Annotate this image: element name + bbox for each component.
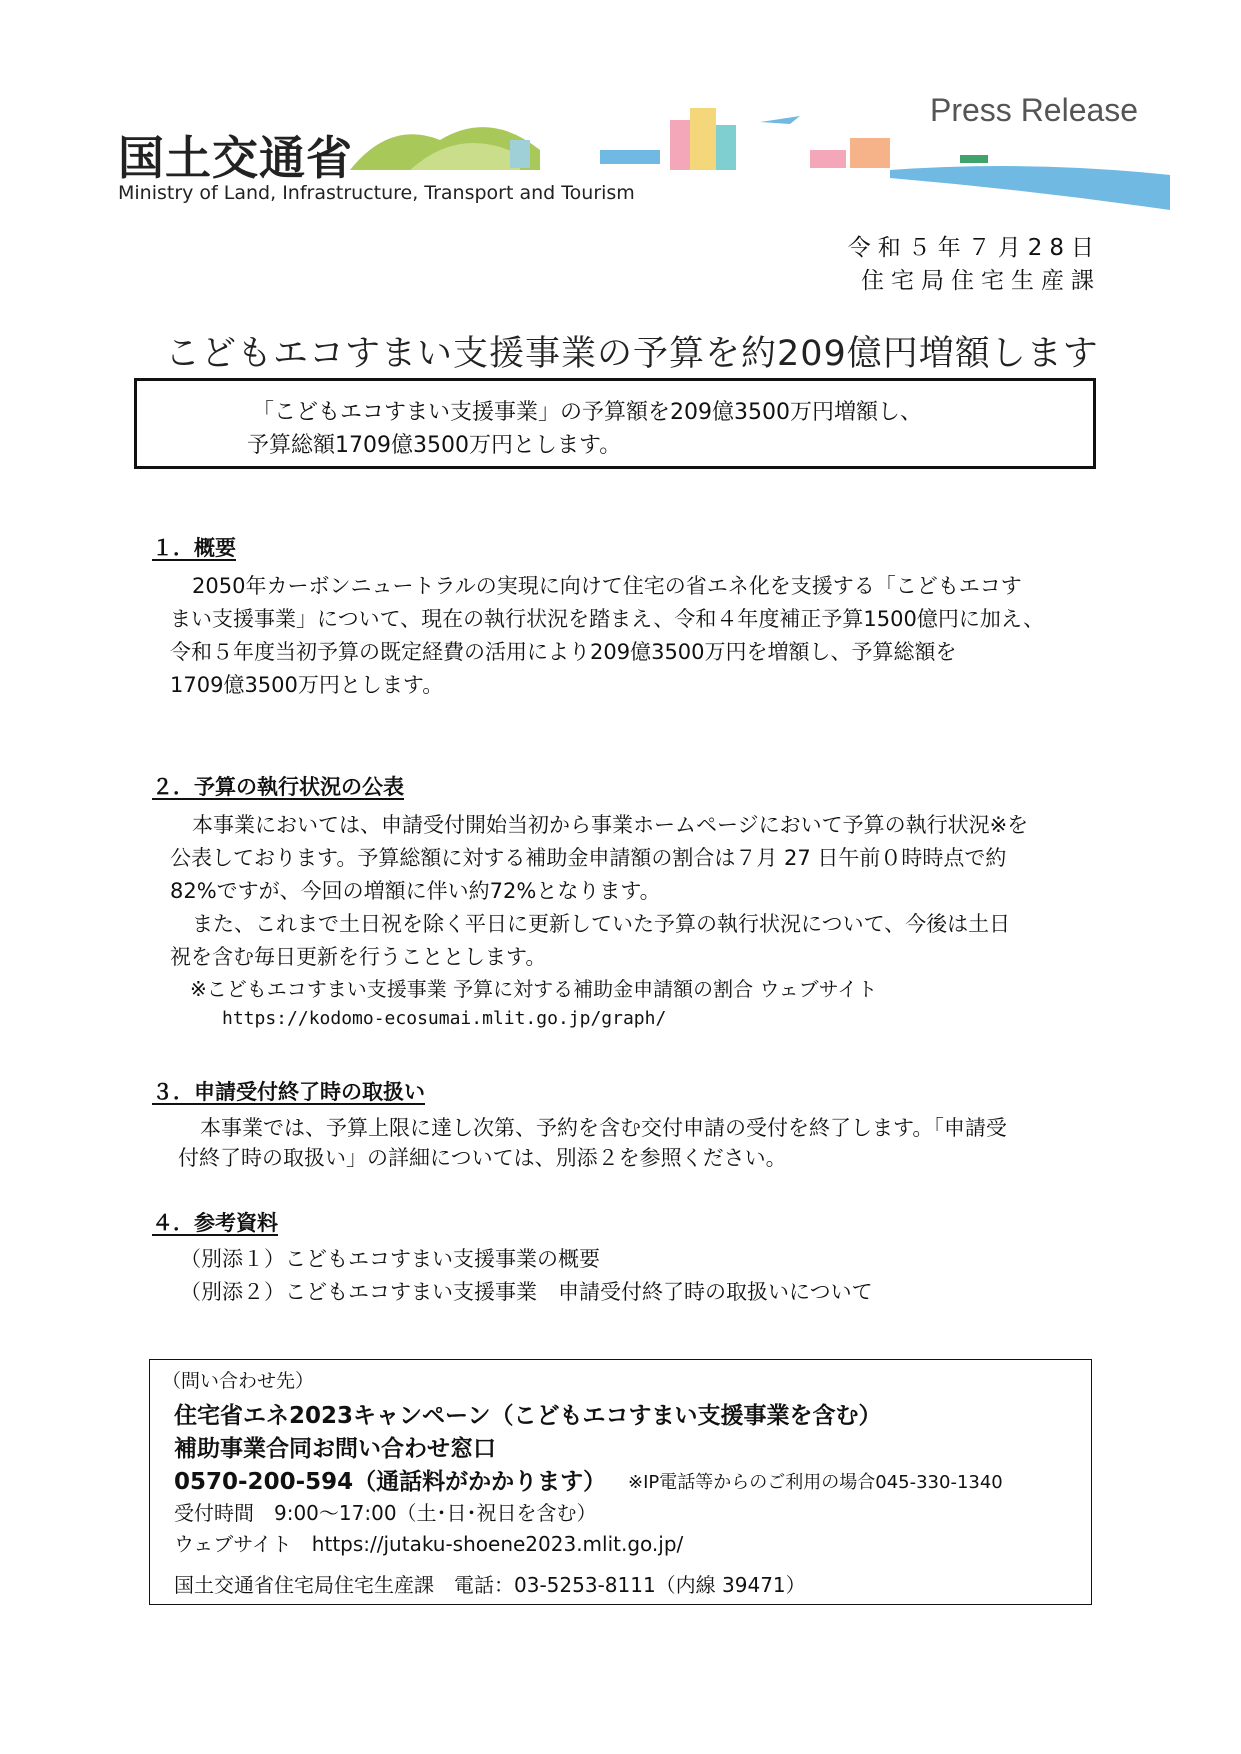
contact-box: [149, 1359, 1092, 1605]
contact-phone: 0570-200-594（通話料がかかります）: [174, 1469, 607, 1495]
contact-office: 国土交通省住宅局住宅生産課 電話：03-5253-8111（内線 39471）: [174, 1573, 806, 1597]
reference-item: （別添１）こどもエコすまい支援事業の概要: [180, 1247, 600, 1271]
body-line: 2050年カーボンニュートラルの実現に向けて住宅の省エネ化を支援する「こどもエコす: [192, 574, 1022, 598]
reference-list: [180, 1243, 1110, 1309]
header-illustration: [350, 100, 1170, 210]
summary-line: 「こどもエコすまい支援事業」の予算額を209億3500万円増額し、: [252, 400, 922, 425]
section-heading: ４．参考資料: [152, 1211, 278, 1235]
press-release-label: Press Release: [930, 92, 1139, 128]
contact-desk: 補助事業合同お問い合わせ窓口: [174, 1436, 496, 1462]
body-line: また、これまで土日祝を除く平日に更新していた予算の執行状況について、今後は土日: [192, 912, 1011, 936]
sea-shape: [890, 166, 1170, 210]
section-body: [170, 570, 1100, 702]
building: [716, 125, 736, 170]
ministry-logo-en: Ministry of Land, Infrastructure, Transport and Tourism: [118, 182, 635, 204]
section-heading: １．概要: [152, 536, 236, 560]
contact-website-link[interactable]: ウェブサイト https://jutaku-shoene2023.mlit.go.jp/: [174, 1532, 684, 1556]
tower: [510, 140, 530, 168]
train: [600, 150, 660, 164]
document-date: 令和５年７月28日: [847, 235, 1101, 261]
body-line: まい支援事業」について、現在の執行状況を踏まえ、令和４年度補正予算1500億円に加え、: [170, 607, 1045, 631]
section-body: [178, 1113, 1108, 1173]
summary-box: [134, 378, 1096, 469]
body-line: 公表しております。予算総額に対する補助金申請額の割合は７月 27 日午前０時時点で約: [170, 846, 1007, 870]
document-meta: [848, 232, 1101, 298]
body-line: 付終了時の取扱い」の詳細については、別添２を参照ください。: [178, 1146, 787, 1170]
airplane-icon: [760, 116, 800, 124]
section-heading: ２．予算の執行状況の公表: [152, 775, 404, 799]
body-line: 本事業においては、申請受付開始当初から事業ホームページにおいて予算の執行状況※を: [192, 813, 1029, 837]
contact-ip-note: ※IP電話等からのご利用の場合045-330-1340: [628, 1472, 1003, 1493]
summary-line: 予算総額1709億3500万円とします。: [247, 433, 622, 458]
ship-icon: [960, 155, 988, 163]
footnote: ※こどもエコすまい支援事業 予算に対する補助金申請額の割合 ウェブサイト: [190, 977, 878, 1001]
section-heading: ３．申請受付終了時の取扱い: [152, 1080, 425, 1104]
contact-campaign: 住宅省エネ2023キャンペーン（こどもエコすまい支援事業を含む）: [174, 1403, 882, 1429]
body-line: 1709億3500万円とします。: [170, 673, 444, 697]
body-line: 本事業では、予算上限に達し次第、予約を含む交付申請の受付を終了します。「申請受: [200, 1116, 1007, 1140]
body-line: 82%ですが、今回の増額に伴い約72%となります。: [170, 879, 661, 903]
page-title: こどもエコすまい支援事業の予算を約209億円増額します: [165, 334, 1099, 374]
graph-url-link[interactable]: https://kodomo-ecosumai.mlit.go.jp/graph/: [222, 1008, 667, 1029]
reference-item: （別添２）こどもエコすまい支援事業 申請受付終了時の取扱いについて: [180, 1280, 873, 1304]
body-line: 令和５年度当初予算の既定経費の活用により209億3500万円を増額し、予算総額を: [170, 640, 957, 664]
issuing-bureau: 住宅局住宅生産課: [861, 268, 1101, 294]
ministry-logo-jp: 国土交通省: [118, 131, 353, 185]
building: [670, 120, 690, 170]
body-line: 祝を含む毎日更新を行うこととします。: [170, 945, 547, 969]
building: [690, 108, 716, 170]
contact-hours: 受付時間 9:00～17:00（土･日･祝日を含む）: [174, 1501, 597, 1525]
truck: [810, 150, 846, 168]
contact-label: （問い合わせ先）: [162, 1370, 315, 1392]
section-body: [170, 809, 1100, 1034]
factory: [850, 138, 890, 168]
